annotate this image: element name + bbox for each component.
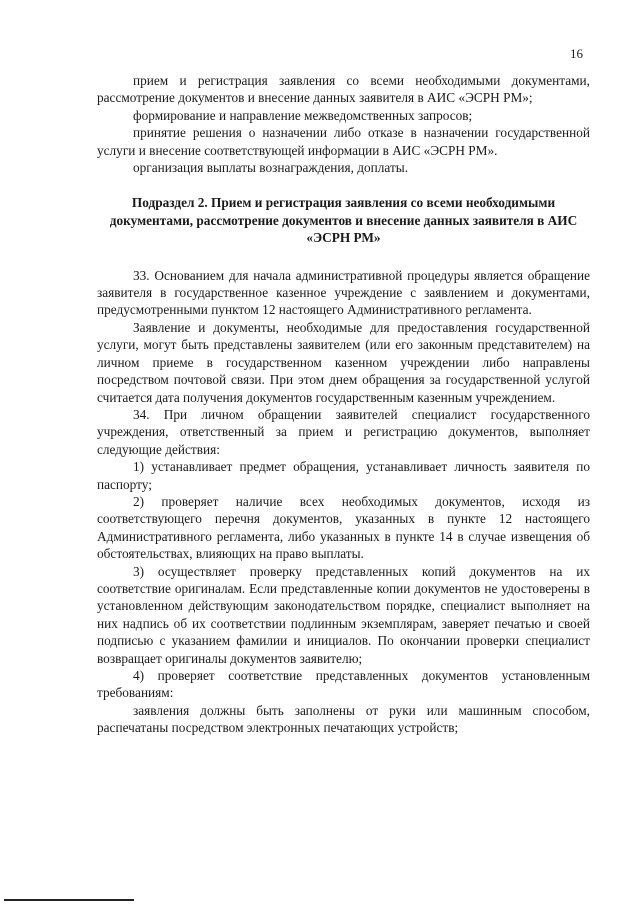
intro-list-item: прием и регистрация заявления со всеми необходимыми документами, рассмотрение документов и внесение данных заявителя в АИС «ЭСРН РМ»; [97, 73, 590, 106]
paragraph: 4) проверяет соответствие представленных документов установленным требованиям: [97, 668, 590, 701]
page-number: 16 [570, 46, 583, 61]
paragraph: Заявление и документы, необходимые для предоставления государственной услуги, могут быть представлены заявителем (или его законным представителем) на личном приеме в государственном казенном учреждении либо направлены посредством почтовой связи. При этом днем обращения за государственной услугой считается дата получения документов государственным казенным учреждением. [97, 319, 590, 405]
paragraph: 2) проверяет наличие всех необходимых документов, исходя из соответствующего перечня документов, указанных в пункте 12 настоящего Административного регламента, либо указанных в пункте 14 в случае извещения об обстоятельствах, влияющих на право выплаты. [97, 493, 590, 562]
intro-list-item: организация выплаты вознаграждения, доплаты. [133, 160, 409, 176]
subsection-heading: Подраздел 2. Прием и регистрация заявления со всеми необходимыми документами, рассмотрение документов и внесение данных заявителя в АИС «ЭСРН РМ» [109, 195, 578, 246]
paragraph: 1) устанавливает предмет обращения, устанавливает личность заявителя по паспорту; [97, 459, 590, 492]
footer-divider [4, 899, 134, 901]
paragraph: 33. Основанием для начала административной процедуры является обращение заявителя в государственное казенное учреждение с заявлением и документами, предусмотренными пунктом 12 настоящего Административного регламента. [97, 267, 590, 318]
paragraph: 34. При личном обращении заявителей специалист государственного учреждения, ответственный за прием и регистрацию документов, выполняет следующие действия: [97, 406, 590, 457]
document-body [97, 72, 590, 737]
intro-list-item: принятие решения о назначении либо отказе в назначении государственной услуги и внесение соответствующей информации в АИС «ЭСРН РМ». [97, 125, 590, 158]
intro-list-item: формирование и направление межведомственных запросов; [133, 107, 473, 123]
paragraph: заявления должны быть заполнены от руки или машинным способом, распечатаны посредством электронных печатающих устройств; [97, 702, 590, 736]
paragraph: 3) осуществляет проверку представленных копий документов на их соответствие оригиналам. Если представленные копии документов не удостоверены в установленном действующим законодательством порядке, специалист выполняет на них надпись об их соответствии подлинным экземплярам, заверяет печатью и своей подписью с указанием фамилии и инициалов. По окончании проверки специалист возвращает оригиналы документов заявителю; [97, 563, 590, 666]
